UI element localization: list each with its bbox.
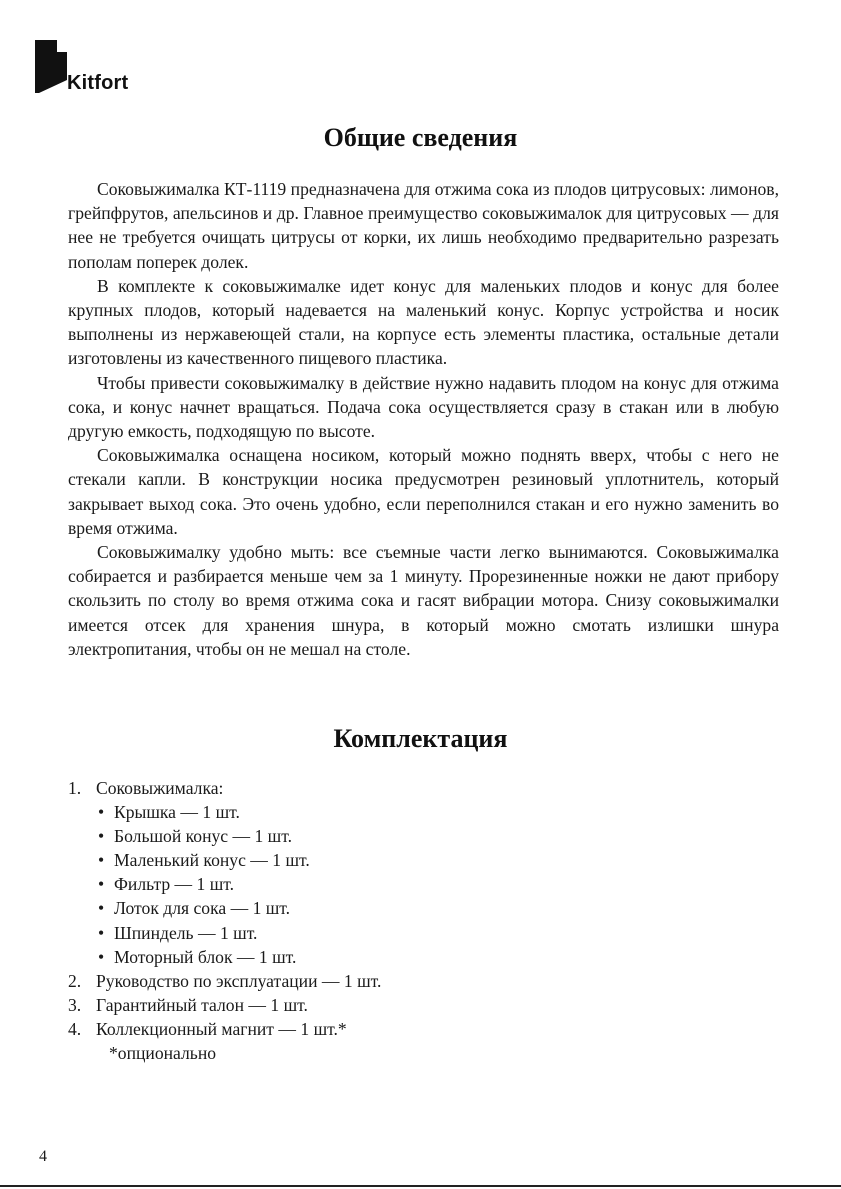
- list-item: [68, 824, 768, 848]
- bullet: •: [98, 802, 105, 823]
- item-number: 4.: [68, 1018, 82, 1039]
- item-number: 3.: [68, 994, 82, 1015]
- paragraph: Чтобы привести соковыжималку в действие нужно надавить плодом на конус для отжима сока, и конус начнет вращаться. Подача сока осуществляется сразу в стакан или в любую другую емкость, подходящую по высоте.: [68, 372, 779, 442]
- list-item: [68, 800, 768, 824]
- general-info-text: [68, 177, 779, 661]
- list-item: [68, 872, 768, 896]
- page-number: 4: [39, 1148, 47, 1165]
- bullet: •: [98, 850, 105, 871]
- paragraph: Соковыжималку удобно мыть: все съемные части легко вынимаются. Соковыжималка собирается и разбирается меньше чем за 1 минуту. Прорезиненные ножки не дают прибору скользить по столу во время отжима сока и гасят вибрации мотора. Снизу соковыжималки имеется отсек для хранения шнура, в который можно смотать излишки шнура электропитания, чтобы он не мешал на столе.: [68, 542, 779, 659]
- list-item: [68, 776, 768, 800]
- bullet: •: [98, 826, 105, 847]
- item-text: Маленький конус — 1 шт.: [114, 850, 310, 871]
- item-number: 2.: [68, 970, 82, 991]
- bullet: •: [98, 898, 105, 919]
- paragraph: Соковыжималка оснащена носиком, который можно поднять вверх, чтобы с него не стекали капли. В конструкции носика предусмотрен резиновый уплотнитель, который закрывает выход сока. Это очень удобно, если переполнился стакан и его нужно заменить во время отжима.: [68, 445, 779, 538]
- list-item: [68, 945, 768, 969]
- paragraph: Соковыжималка КТ-1119 предназначена для отжима сока из плодов цитрусовых: лимонов, грейпфрутов, апельсинов и др. Главное преимущество соковыжималок для цитрусовых — для нее не требуется очищать цитрусы от корки, их лишь необходимо предварительно разрезать пополам поперек долек.: [68, 179, 779, 272]
- item-text: Большой конус — 1 шт.: [114, 826, 292, 847]
- item-text: Шпиндель — 1 шт.: [114, 922, 258, 943]
- section-title-kit: Комплектация: [333, 724, 508, 753]
- item-text: Соковыжималка:: [96, 778, 224, 798]
- kit-list: [68, 776, 768, 1065]
- bullet: •: [98, 946, 105, 967]
- list-item: [68, 1017, 768, 1041]
- list-item: [68, 993, 768, 1017]
- paragraph: В комплекте к соковыжималке идет конус для маленьких плодов и конус для более крупных плодов, который надевается на маленький конус. Корпус устройства и носик выполнены из нержавеющей стали, на корпусе есть элементы пластика, остальные детали изготовлены из качественного пищевого пластика.: [68, 275, 779, 369]
- item-text: Крышка — 1 шт.: [114, 802, 240, 823]
- item-text: Руководство по эксплуатации — 1 шт.: [96, 970, 382, 991]
- footnote: [68, 1041, 768, 1065]
- list-item: [68, 969, 768, 993]
- list-item: [68, 848, 768, 872]
- bullet: •: [98, 922, 105, 943]
- section-title-general: Общие сведения: [323, 123, 518, 152]
- list-item: [68, 921, 768, 945]
- footnote-text: *опционально: [109, 1043, 217, 1064]
- item-text: Коллекционный магнит — 1 шт.*: [96, 1018, 347, 1039]
- page-bottom-rule: [0, 1185, 841, 1187]
- item-text: Моторный блок — 1 шт.: [114, 946, 297, 967]
- kitfort-logo-icon: [35, 40, 67, 94]
- brand-name: Kitfort: [67, 72, 129, 94]
- item-text: Гарантийный талон — 1 шт.: [96, 994, 308, 1015]
- item-text: Фильтр — 1 шт.: [114, 874, 235, 895]
- item-number: 1.: [68, 778, 82, 798]
- bullet: •: [98, 874, 105, 895]
- list-item: [68, 896, 768, 920]
- item-text: Лоток для сока — 1 шт.: [114, 898, 291, 919]
